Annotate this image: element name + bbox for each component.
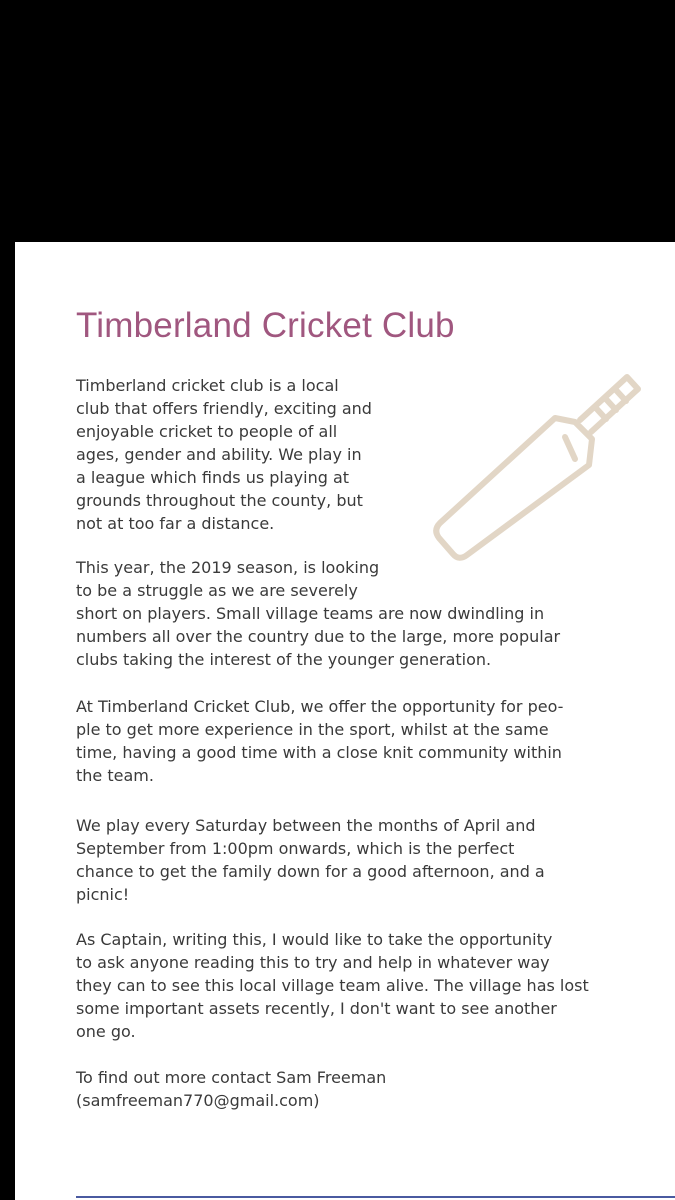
paragraph-5-line: As Captain, writing this, I would like to take the opportunity — [76, 930, 553, 949]
paragraph-1-line: ages, gender and ability. We play in — [76, 445, 362, 464]
paragraph-2-line: short on players. Small village teams are now dwindling in — [76, 604, 545, 623]
cricket-bat-icon — [425, 367, 665, 567]
paragraph-1-line: enjoyable cricket to people of all — [76, 422, 338, 441]
paragraph-5-line: one go. — [76, 1022, 136, 1041]
paragraph-3-line: ple to get more experience in the sport, whilst at the same — [76, 720, 549, 739]
paragraph-4-line: We play every Saturday between the months of April and — [76, 816, 536, 835]
paragraph-3-line: the team. — [76, 766, 154, 785]
paragraph-2-line: to be a struggle as we are severely — [76, 581, 358, 600]
paragraph-1-line: club that offers friendly, exciting and — [76, 399, 372, 418]
paragraph-1-line: not at too far a distance. — [76, 514, 275, 533]
paragraph-3-line: time, having a good time with a close knit community within — [76, 743, 562, 762]
paragraph-5-line: to ask anyone reading this to try and help in whatever way — [76, 953, 550, 972]
paragraph-5-line: they can to see this local village team alive. The village has lost — [76, 976, 589, 995]
paragraph-1-line: grounds throughout the county, but — [76, 491, 363, 510]
document-page — [15, 242, 675, 1200]
paragraph-6-line: To find out more contact Sam Freeman — [76, 1068, 387, 1087]
paragraph-4-line: picnic! — [76, 885, 130, 904]
paragraph-4-line: chance to get the family down for a good afternoon, and a — [76, 862, 545, 881]
paragraph-6-line: (samfreeman770@gmail.com) — [76, 1091, 320, 1110]
paragraph-2-line: clubs taking the interest of the younger generation. — [76, 650, 492, 669]
paragraph-5-line: some important assets recently, I don't want to see another — [76, 999, 557, 1018]
paragraph-1-line: a league which finds us playing at — [76, 468, 350, 487]
paragraph-4-line: September from 1:00pm onwards, which is the perfect — [76, 839, 515, 858]
paragraph-2-line: This year, the 2019 season, is looking — [76, 558, 380, 577]
paragraph-2-line: numbers all over the country due to the large, more popular — [76, 627, 561, 646]
paragraph-3-line: At Timberland Cricket Club, we offer the opportunity for peo- — [76, 697, 564, 716]
bottom-rule — [76, 1196, 675, 1198]
document-title: Timberland Cricket Club — [76, 306, 455, 345]
paragraph-1-line: Timberland cricket club is a local — [76, 376, 339, 395]
